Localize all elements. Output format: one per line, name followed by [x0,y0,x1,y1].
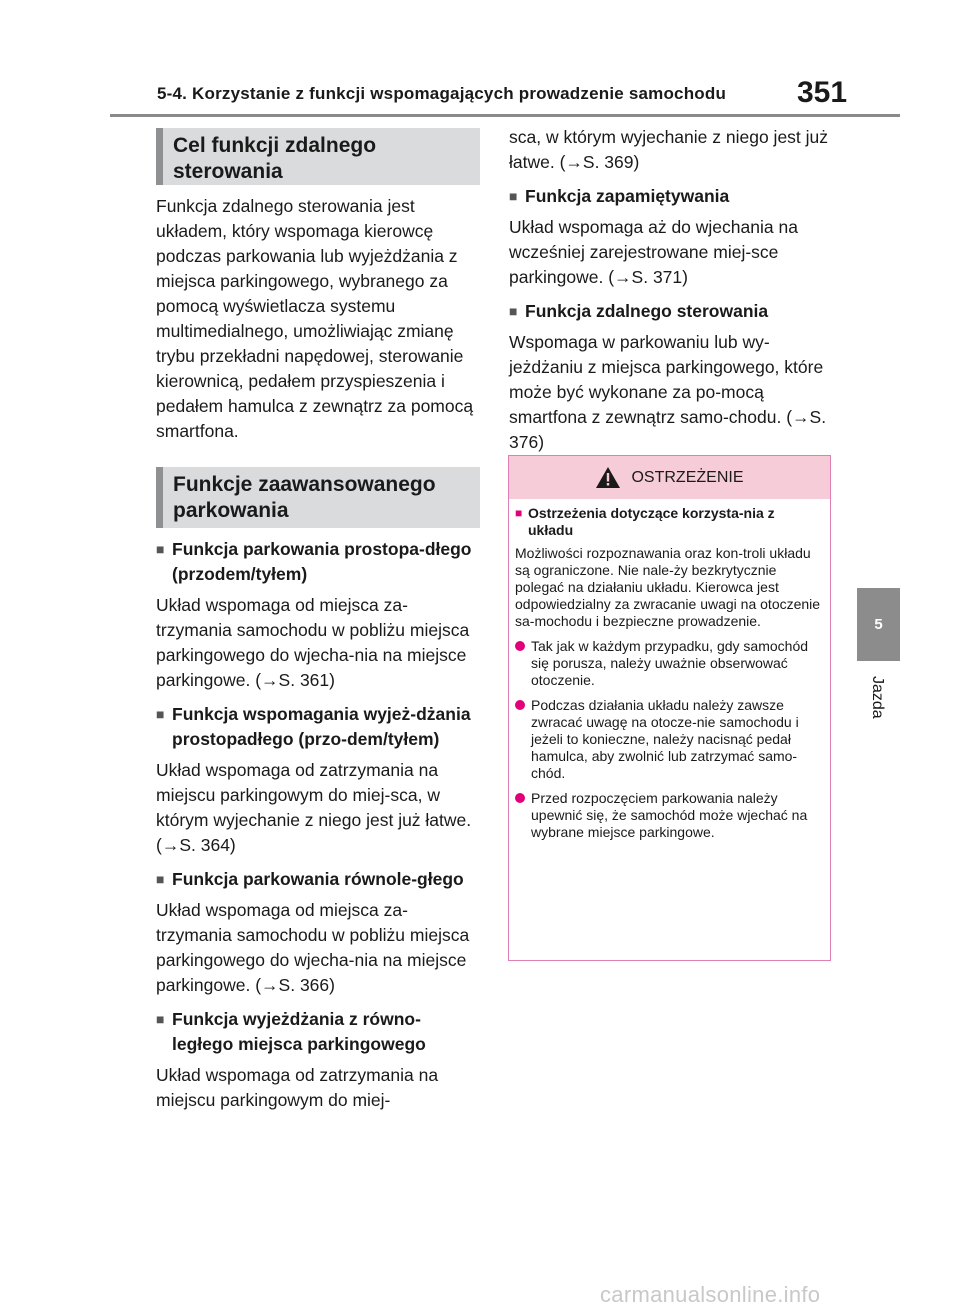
feature-text: Układ wspomaga od zatrzymania na miejscu parkingowym do miej- [156,1065,439,1110]
warning-bullet [515,697,822,782]
square-bullet-icon: ■ [156,871,165,887]
warning-bullet-text: Przed rozpoczęciem parkowania należy upewnić się, że samochód może wjechać na wybrane miejsce parkingowe. [531,790,808,840]
running-header: 5-4. Korzystanie z funkcji wspomagających prowadzenie samochodu [157,84,727,103]
feature-title: Funkcja parkowania równole-głego [172,869,464,889]
chapter-tab[interactable] [857,588,900,661]
feature-item [156,867,480,998]
right-column [509,125,833,455]
bullet-dot-icon [515,793,525,803]
warning-bullet-text: Podczas działania układu należy zawsze zwracać uwagę na otocze-nie samochodu i jeżeli to konieczne, należy nacisnąć pedał hamulca, aby zwolnić lub zatrzymać samo-chód. [531,697,799,781]
feature-item [509,184,833,290]
warning-header [509,456,830,499]
square-bullet-icon: ■ [509,188,518,204]
left-column [156,128,480,1113]
warning-bullet-text: Tak jak w każdym przypadku, gdy samochód się porusza, należy uważnie obserwować otoczenie. [531,638,809,688]
section-heading-remote: Cel funkcji zdalnego sterowania [156,128,480,185]
feature-title: Funkcja parkowania prostopa-dłego (przodem/tyłem) [172,539,472,584]
chapter-number: 5 [874,616,883,633]
warning-intro: Możliwości rozpoznawania oraz kon-troli układu są ograniczone. Nie nale-ży bezkrytycznie polegać na działaniu układu. Kierowca jest odpowiedzialny za zwracanie uwagi na otoczenie sa-mochodu i bezpieczne prowadzenie. [515,545,821,629]
bullet-dot-icon [515,700,525,710]
warning-bullet [515,790,822,841]
page-number: 351 [797,76,848,109]
warning-subheading [515,505,822,539]
feature-item [509,299,833,455]
feature-title: Funkcja wspomagania wyjeż-dżania prostopadłego (przo-dem/tyłem) [172,704,471,749]
header-divider [110,114,900,117]
section-intro-text: Funkcja zdalnego sterowania jest układem, który wspomaga kierowcę podczas parkowania lub wyjeżdżania z miejsca parkingowego, wybranego za pomocą wyświetlacza systemu multimedialnego, umożliwiając zmianę trybu przekładni napędowej, sterowanie kierownicą, pedałem przyspieszenia i pedałem hamulca z zewnątrz za pomocą smartfona. [156,196,474,441]
feature-item [156,537,480,693]
warning-body [509,499,830,841]
bullet-dot-icon [515,641,525,651]
warning-bullet [515,638,822,689]
feature-text: Układ wspomaga od miejsca za-trzymania samochodu w pobliżu miejsca parkingowego do wjecha-nia na miejsce parkingowe. (→S. 366) [156,900,470,995]
section-heading-advanced-parking: Funkcje zaawansowanego parkowania [156,467,480,528]
feature-text: Wspomaga w parkowaniu lub wy-jeżdżaniu z miejsca parkingowego, które może być wykonane za po-mocą smartfona z zewnątrz samo-chodu. (→S. 376) [509,332,827,452]
feature-text: Układ wspomaga od miejsca za-trzymania samochodu w pobliżu miejsca parkingowego do wjecha-nia na miejsce parkingowe. (→S. 361) [156,595,470,690]
feature-title: Funkcja zapamiętywania [525,186,730,206]
feature-item [156,1007,480,1113]
feature-title: Funkcja zdalnego sterowania [525,301,769,321]
watermark[interactable]: carmanualsonline.info [600,1282,821,1307]
warning-box [508,455,831,961]
chapter-label: Jazda [869,676,886,719]
feature-item [156,702,480,858]
feature-title: Funkcja wyjeżdżania z równo-ległego miejsca parkingowego [172,1009,426,1054]
square-bullet-icon: ■ [515,506,523,520]
feature-text: Układ wspomaga aż do wjechania na wcześniej zarejestrowane miej-sce parkingowe. (→S. 371) [509,217,798,287]
square-bullet-icon: ■ [156,1011,165,1027]
warning-title: OSTRZEŻENIE [631,468,744,486]
square-bullet-icon: ■ [156,706,165,722]
feature-text: Układ wspomaga od zatrzymania na miejscu parkingowym do miej-sca, w którym wyjechanie z niego jest już łatwe. (→S. 364) [156,760,472,855]
warning-subtitle: Ostrzeżenia dotyczące korzysta-nia z układu [528,505,775,538]
square-bullet-icon: ■ [509,303,518,319]
warning-triangle-icon [595,466,621,489]
square-bullet-icon: ■ [156,541,165,557]
continued-text: sca, w którym wyjechanie z niego jest już łatwe. (→S. 369) [509,127,829,172]
